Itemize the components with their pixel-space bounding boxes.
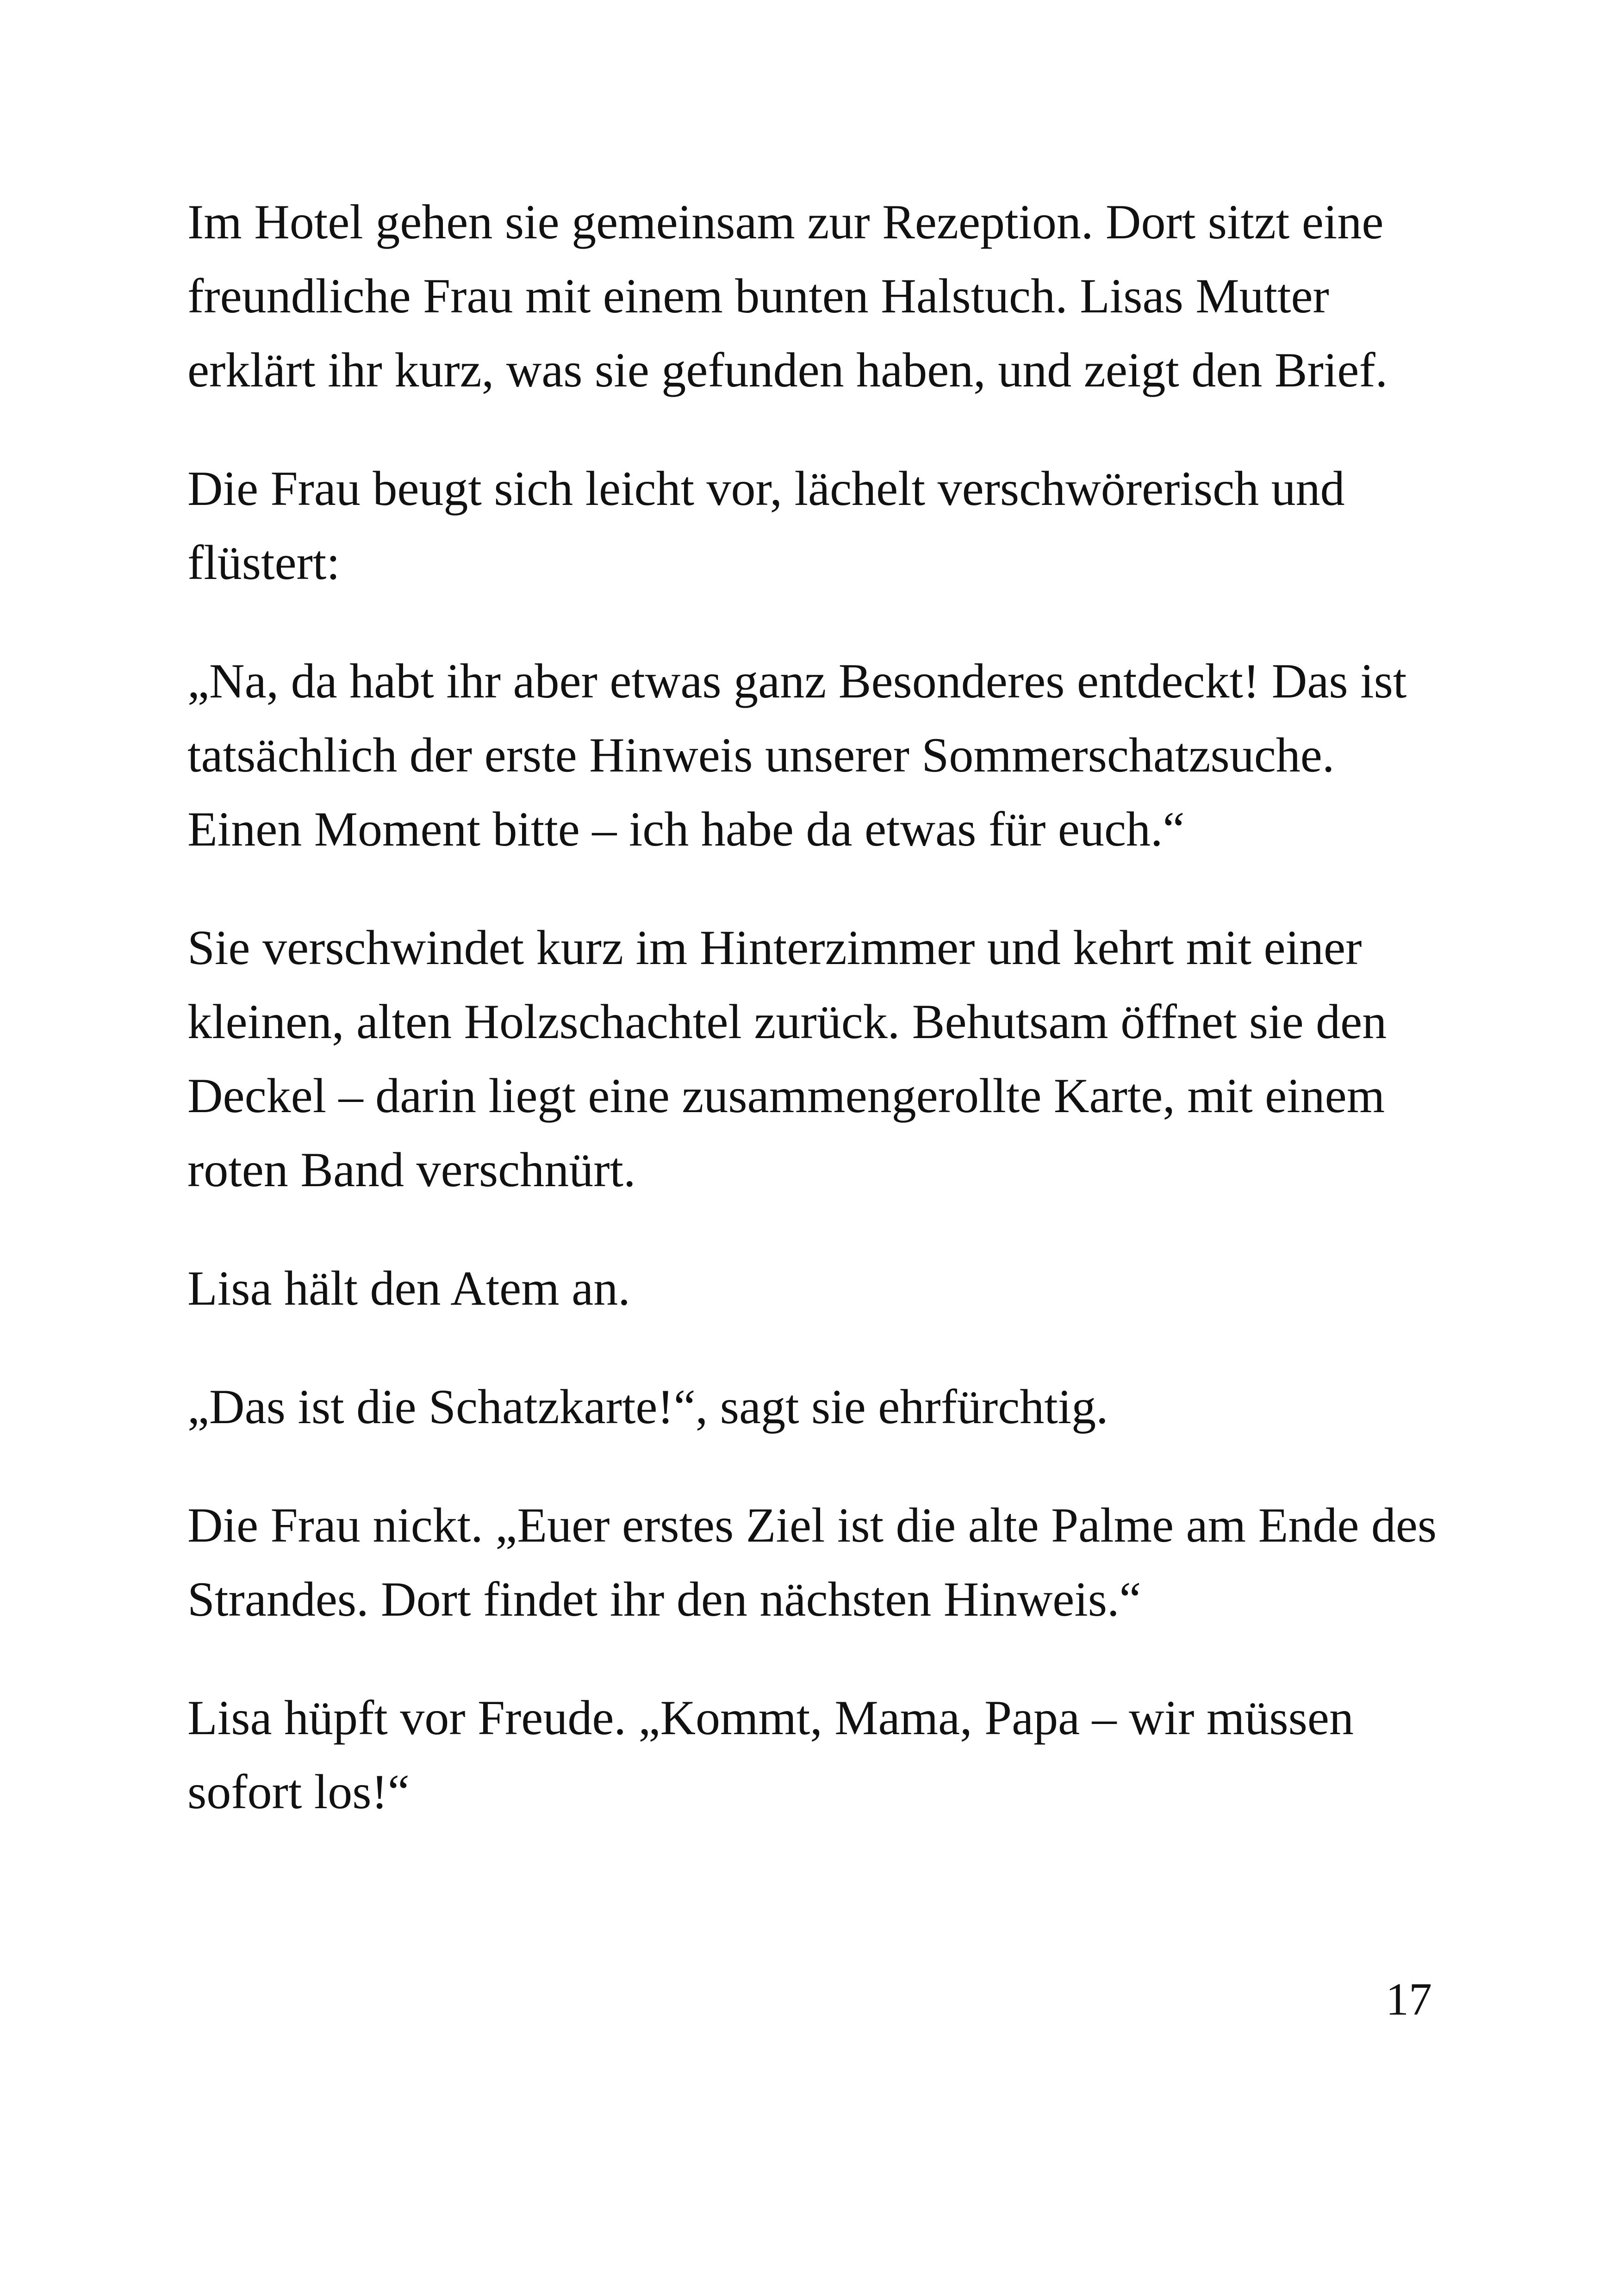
paragraph: Im Hotel gehen sie gemeinsam zur Rezeption. Dort sitzt eine freundliche Frau mit einem bunten Halstuch. Lisas Mutter erklärt ihr kurz, was sie gefunden haben, und zeigt den Brief.	[187, 195, 1388, 397]
paragraph: „Na, da habt ihr aber etwas ganz Besonderes entdeckt! Das ist tatsächlich der erste Hinweis unserer Sommerschatzsuche. Einen Moment bitte – ich habe da etwas für euch.“	[187, 654, 1407, 856]
page-number: 17	[1386, 1973, 1432, 2025]
paragraph: Die Frau nickt. „Euer erstes Ziel ist die alte Palme am Ende des Strandes. Dort findet ihr den nächsten Hinweis.“	[187, 1498, 1437, 1626]
paragraph: Lisa hüpft vor Freude. „Kommt, Mama, Papa – wir müssen sofort los!“	[187, 1691, 1354, 1819]
paragraph: Sie verschwindet kurz im Hinterzimmer und kehrt mit einer kleinen, alten Holzschachtel zurück. Behutsam öffnet sie den Deckel – darin liegt eine zusammengerollte Karte, mit einem roten Band verschnürt.	[187, 921, 1387, 1197]
paragraph: „Das ist die Schatzkarte!“, sagt sie ehrfürchtig.	[187, 1380, 1108, 1434]
paragraph: Lisa hält den Atem an.	[187, 1261, 630, 1315]
story-text	[187, 185, 1456, 1873]
paragraph: Die Frau beugt sich leicht vor, lächelt verschwörerisch und flüstert:	[187, 461, 1345, 590]
